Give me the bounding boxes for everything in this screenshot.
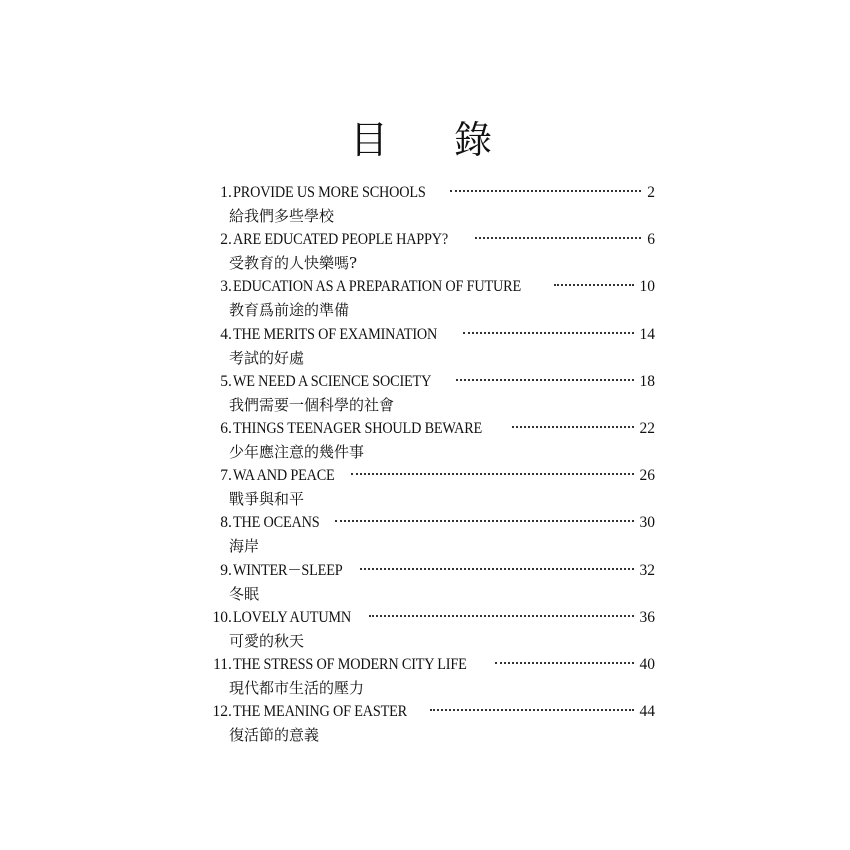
entry-title-english: ARE EDUCATED PEOPLE HAPPY? bbox=[232, 231, 448, 249]
entry-title-chinese: 復活節的意義 bbox=[229, 726, 320, 745]
entry-title-english: THINGS TEENAGER SHOULD BEWARE bbox=[232, 419, 482, 437]
entry-number: 10 bbox=[212, 608, 228, 626]
entry-title-chinese: 少年應注意的幾件事 bbox=[229, 442, 365, 461]
dot-leader bbox=[512, 426, 634, 428]
entry-number: 4 bbox=[220, 325, 228, 343]
entry-number: 2 bbox=[220, 231, 228, 249]
entry-page-number: 32 bbox=[639, 561, 655, 579]
dot-leader bbox=[475, 237, 642, 239]
dot-leader bbox=[450, 190, 641, 192]
entry-number: 9 bbox=[220, 561, 228, 579]
entry-title-chinese: 戰爭與和平 bbox=[229, 490, 305, 509]
dot-leader bbox=[335, 520, 634, 522]
dot-leader bbox=[554, 284, 634, 286]
entry-page-number: 2 bbox=[647, 184, 655, 201]
toc-entry: 12 . THE MEANING OF EASTER 44 復活節的意義 bbox=[200, 700, 655, 747]
table-of-contents bbox=[200, 181, 655, 747]
entry-number: 8 bbox=[220, 514, 228, 532]
entry-title-english: EDUCATION AS A PREPARATION OF FUTURE bbox=[232, 278, 521, 296]
entry-title-chinese: 我們需要一個科學的社會 bbox=[229, 395, 395, 414]
entry-title-chinese: 教育爲前途的準備 bbox=[229, 301, 350, 320]
toc-entry: 10 . LOVELY AUTUMN 36 可愛的秋天 bbox=[200, 606, 655, 653]
entry-number: 1 bbox=[220, 184, 228, 201]
toc-entry: 3 . EDUCATION AS A PREPARATION OF FUTURE 10 教育爲前途的準備 bbox=[200, 275, 655, 322]
dot-leader bbox=[456, 379, 633, 381]
entry-page-number: 36 bbox=[639, 608, 655, 626]
toc-entry: 2 . ARE EDUCATED PEOPLE HAPPY? 6 受教育的人快樂嗎? bbox=[200, 228, 655, 275]
dot-leader bbox=[430, 709, 634, 711]
entry-page-number: 6 bbox=[647, 231, 655, 249]
entry-title-english: WA AND PEACE bbox=[232, 467, 335, 485]
entry-page-number: 26 bbox=[639, 467, 655, 485]
toc-entry: 4 . THE MERITS OF EXAMINATION 14 考試的好處 bbox=[200, 323, 655, 370]
entry-title-chinese: 考試的好處 bbox=[229, 348, 305, 367]
dot-leader bbox=[360, 568, 634, 570]
dot-leader bbox=[369, 615, 633, 617]
entry-number: 5 bbox=[220, 372, 228, 390]
entry-page-number: 10 bbox=[639, 278, 655, 296]
title-char-2: 錄 bbox=[454, 118, 493, 162]
page-title bbox=[350, 112, 510, 168]
dot-leader bbox=[495, 662, 634, 664]
entry-page-number: 14 bbox=[639, 325, 655, 343]
toc-entry: 5 . WE NEED A SCIENCE SOCIETY 18 我們需要一個科學的社會 bbox=[200, 370, 655, 417]
entry-title-chinese: 可愛的秋天 bbox=[229, 631, 305, 650]
entry-title-english: WINTER－SLEEP bbox=[232, 561, 343, 579]
entry-page-number: 44 bbox=[639, 703, 655, 721]
entry-title-english: THE OCEANS bbox=[232, 514, 320, 532]
entry-number: 12 bbox=[212, 703, 228, 721]
entry-page-number: 22 bbox=[639, 419, 655, 437]
entry-number: 7 bbox=[220, 467, 228, 485]
entry-title-english: THE MEANING OF EASTER bbox=[232, 703, 407, 721]
dot-leader bbox=[463, 332, 634, 334]
toc-entry: 1 . PROVIDE US MORE SCHOOLS 2 給我們多些學校 bbox=[200, 181, 655, 228]
toc-entry: 9 . WINTER－SLEEP 32 冬眠 bbox=[200, 559, 655, 606]
title-char-1: 目 bbox=[350, 118, 389, 162]
entry-title-english: PROVIDE US MORE SCHOOLS bbox=[232, 184, 426, 201]
toc-entry: 6 . THINGS TEENAGER SHOULD BEWARE 22 少年應注意的幾件事 bbox=[200, 417, 655, 464]
entry-title-chinese: 給我們多些學校 bbox=[229, 207, 335, 225]
toc-entry: 11 . THE STRESS OF MODERN CITY LIFE 40 現代都市生活的壓力 bbox=[200, 653, 655, 700]
toc-entry: 8 . THE OCEANS 30 海岸 bbox=[200, 511, 655, 558]
entry-number: 6 bbox=[220, 419, 228, 437]
entry-title-english: THE STRESS OF MODERN CITY LIFE bbox=[232, 655, 467, 673]
entry-title-english: LOVELY AUTUMN bbox=[232, 608, 351, 626]
toc-entry: 7 . WA AND PEACE 26 戰爭與和平 bbox=[200, 464, 655, 511]
entry-page-number: 18 bbox=[639, 372, 655, 390]
entry-title-chinese: 受教育的人快樂嗎? bbox=[229, 254, 358, 273]
dot-leader bbox=[351, 473, 633, 475]
entry-page-number: 30 bbox=[639, 514, 655, 532]
entry-title-english: WE NEED A SCIENCE SOCIETY bbox=[232, 372, 432, 390]
entry-number: 3 bbox=[220, 278, 228, 296]
entry-title-english: THE MERITS OF EXAMINATION bbox=[232, 325, 438, 343]
entry-number: 11 bbox=[213, 655, 228, 673]
entry-title-chinese: 現代都市生活的壓力 bbox=[229, 678, 365, 697]
entry-title-chinese: 冬眠 bbox=[229, 584, 260, 603]
entry-title-chinese: 海岸 bbox=[229, 537, 260, 556]
entry-page-number: 40 bbox=[639, 655, 655, 673]
